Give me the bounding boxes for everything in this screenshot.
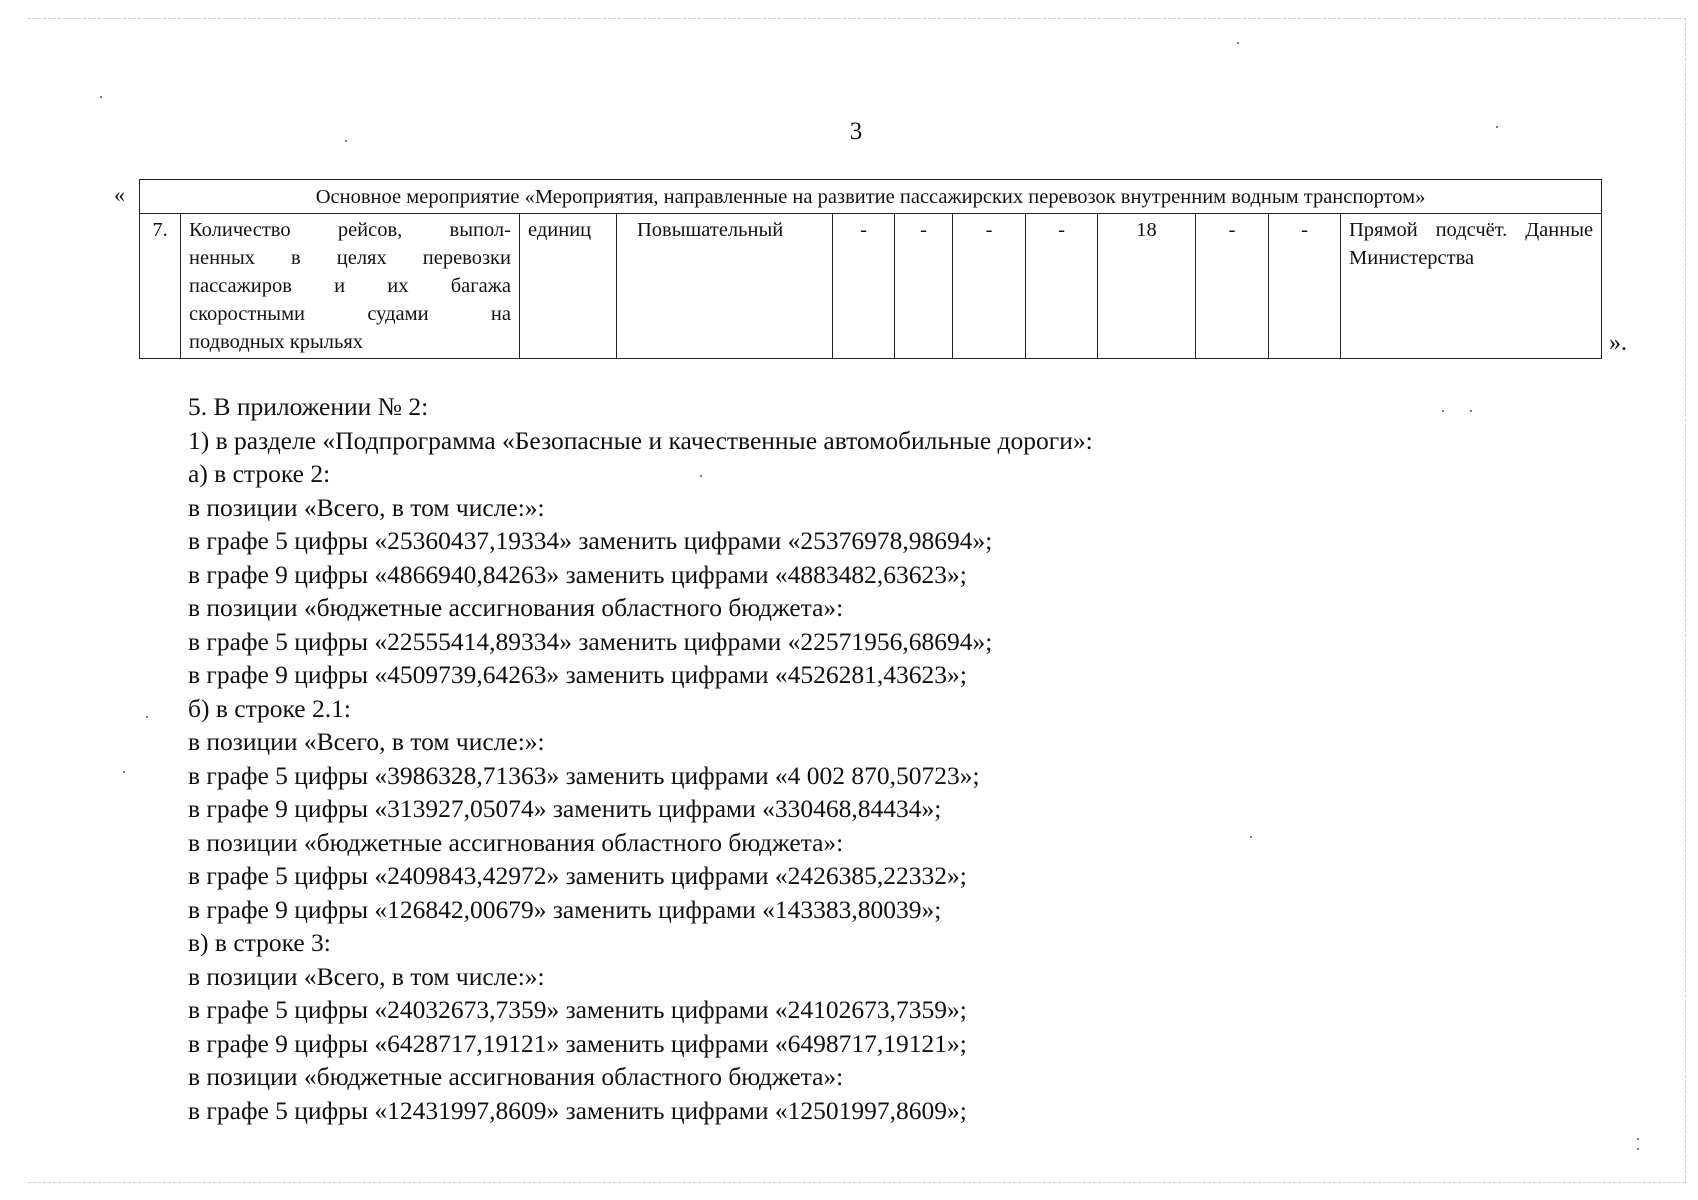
amendment-text (188, 390, 1548, 1127)
text-line: в графе 5 цифры «12431997,8609» заменить цифрами «12501997,8609»; (188, 1095, 967, 1125)
text-line: 1) в разделе «Подпрограмма «Безопасные и качественные автомобильные дороги»: (188, 425, 1093, 455)
indicator-name-line: скоростными судами на (189, 303, 511, 325)
scan-speck (146, 716, 148, 718)
text-line: в графе 9 цифры «4866940,84263» заменить цифрами «4883482,63623»; (188, 559, 967, 589)
indicator-name-line: ненных в целях перевозки (189, 247, 511, 269)
table-close-quote: ». (1609, 330, 1627, 356)
text-line: в графе 5 цифры «2409843,42972» заменить цифрами «2426385,22332»; (188, 861, 967, 890)
row-number-cell: 7. (140, 214, 181, 359)
scan-speck (1237, 42, 1239, 44)
indicator-name-line: пассажиров и их багажа (189, 275, 511, 297)
scan-speck (700, 475, 702, 477)
text-line: в позиции «Всего, в том числе:»: (188, 961, 545, 991)
text-line: в графе 5 цифры «3986328,71363» заменить цифрами «4 002 870,50723»; (188, 760, 980, 790)
section-header-cell: Основное мероприятие «Мероприятия, направленные на развитие пассажирских перевозок внутренним водным транспортом» (140, 180, 1602, 214)
value-cell: - (1026, 214, 1098, 359)
value-cell: - (1196, 214, 1269, 359)
scan-speck (1496, 126, 1498, 128)
scan-speck (123, 771, 125, 773)
value-cell: - (833, 214, 895, 359)
text-line: в позиции «бюджетные ассигнования областного бюджета»: (188, 827, 844, 857)
calculation-method-cell: Прямой подсчёт. Данные Министерства (1341, 214, 1602, 359)
scan-speck (1442, 410, 1444, 412)
value-cell: 18 (1098, 214, 1196, 359)
text-line: в) в строке 3: (188, 928, 331, 957)
text-line: в графе 9 цифры «4509739,64263» заменить цифрами «4526281,43623»; (188, 660, 967, 689)
indicator-table (139, 179, 1602, 359)
unit-cell: единиц (520, 214, 617, 359)
text-line: в позиции «бюджетные ассигнования областного бюджета»: (188, 593, 844, 622)
text-line: 5. В приложении № 2: (188, 392, 429, 421)
scan-speck (1470, 410, 1472, 412)
indicator-type-cell: Повышательный (617, 214, 833, 359)
text-line: в позиции «Всего, в том числе:»: (188, 492, 545, 522)
text-line: а) в строке 2: (188, 459, 331, 488)
table-section-header-row (140, 180, 1602, 214)
value-cell: - (953, 214, 1026, 359)
scan-speck (1637, 1148, 1639, 1150)
scan-speck (1250, 836, 1252, 838)
scan-speck (1637, 1138, 1639, 1140)
text-line: в графе 9 цифры «126842,00679» заменить цифрами «143383,80039»; (188, 894, 942, 924)
indicator-name-line: подводных крыльях (189, 331, 364, 353)
value-cell: - (1269, 214, 1341, 359)
page-number: 3 (849, 118, 863, 145)
text-line: в графе 9 цифры «6428717,19121» заменить цифрами «6498717,19121»; (188, 1028, 967, 1058)
text-line: в графе 5 цифры «22555414,89334» заменить цифрами «22571956,68694»; (188, 626, 993, 656)
text-line: в позиции «Всего, в том числе:»: (188, 727, 545, 756)
text-line: в позиции «бюджетные ассигнования областного бюджета»: (188, 1062, 844, 1091)
text-line: в графе 5 цифры «25360437,19334» заменить цифрами «25376978,98694»; (188, 526, 993, 555)
indicator-name-line: Количество рейсов, выпол- (189, 219, 511, 241)
value-cell: - (895, 214, 953, 359)
scan-speck (100, 96, 102, 98)
text-line: б) в строке 2.1: (188, 693, 351, 723)
table-row (140, 214, 1602, 359)
indicator-name-cell (181, 214, 520, 359)
text-line: в графе 5 цифры «24032673,7359» заменить цифрами «24102673,7359»; (188, 995, 967, 1024)
table-open-quote: « (114, 182, 125, 207)
scan-speck (345, 140, 347, 142)
text-line: в графе 9 цифры «313927,05074» заменить цифрами «330468,84434»; (188, 794, 942, 823)
